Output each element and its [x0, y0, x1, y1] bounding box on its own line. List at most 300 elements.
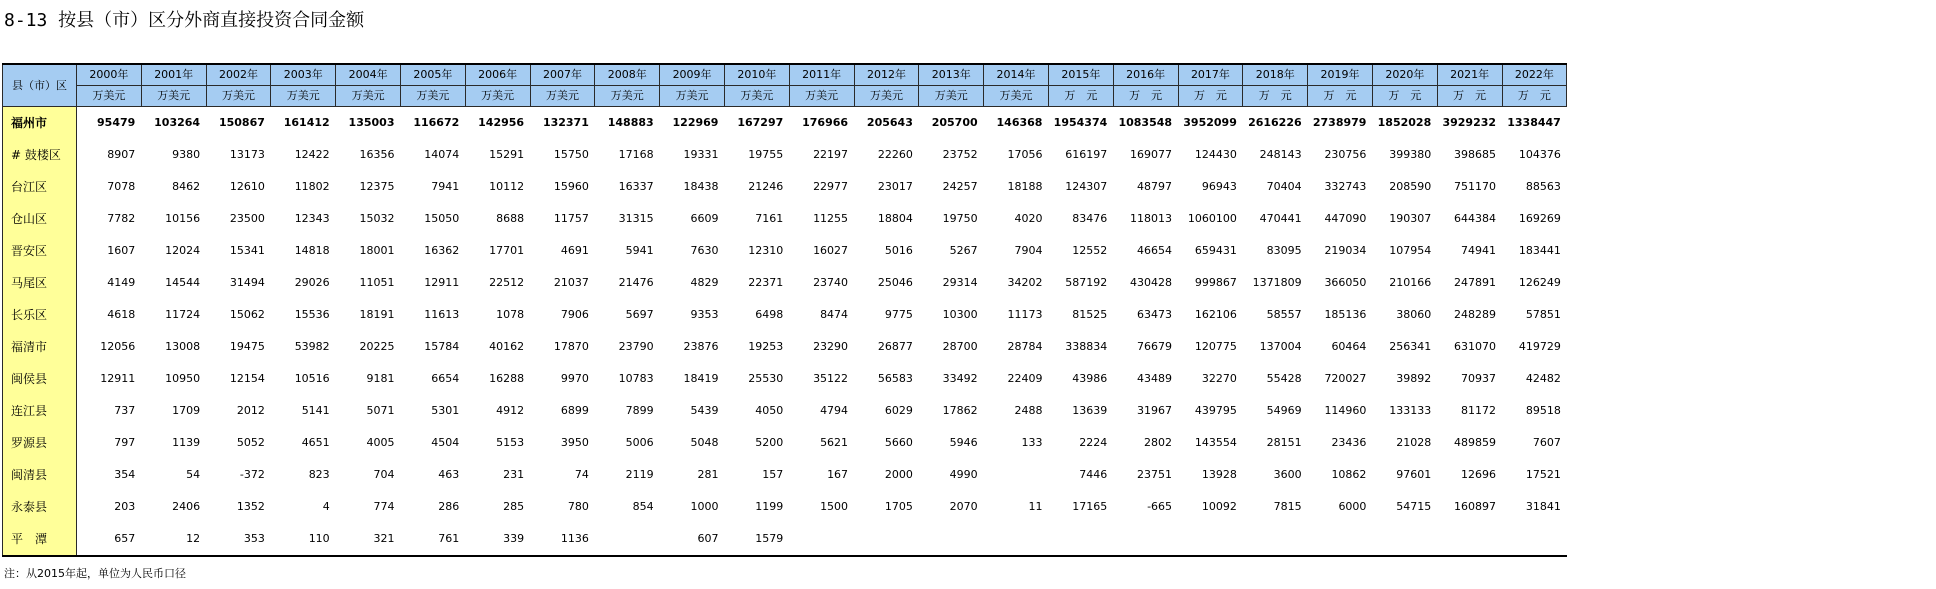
- value-cell: 97601: [1396, 468, 1432, 481]
- value-cell: 4912: [496, 404, 525, 417]
- value-cell: 74941: [1461, 244, 1497, 257]
- value-cell: 70404: [1266, 180, 1302, 193]
- value-cell: 12911: [100, 372, 136, 385]
- value-cell: 248289: [1454, 308, 1497, 321]
- value-cell: 15341: [229, 244, 265, 257]
- value-cell: 631070: [1454, 340, 1497, 353]
- value-cell: [1502, 523, 1567, 556]
- value-cell: 70937: [1461, 372, 1497, 385]
- value-cell: 18438: [683, 180, 719, 193]
- value-cell: 54715: [1396, 500, 1432, 513]
- value-cell: 160897: [1454, 500, 1497, 513]
- value-cell: 8907: [107, 148, 136, 161]
- value-cell: 19755: [748, 148, 784, 161]
- unit-header: 万 元: [1308, 86, 1373, 107]
- value-cell: 22260: [877, 148, 913, 161]
- unit-header: 万美元: [336, 86, 401, 107]
- value-cell: 354: [114, 468, 136, 481]
- value-cell: 120775: [1194, 340, 1237, 353]
- value-cell: 5621: [820, 436, 849, 449]
- value-cell: [919, 523, 984, 556]
- value-cell: 1579: [724, 523, 789, 556]
- value-cell: 1000: [690, 500, 719, 513]
- unit-header: 万美元: [77, 86, 142, 107]
- value-cell: 23017: [877, 180, 913, 193]
- unit-header: 万美元: [660, 86, 725, 107]
- value-cell: 25046: [877, 276, 913, 289]
- table-row: [3, 427, 1567, 459]
- value-cell: 126249: [1518, 276, 1561, 289]
- value-cell: 11802: [294, 180, 330, 193]
- value-cell: 42482: [1525, 372, 1561, 385]
- value-cell: 419729: [1518, 340, 1561, 353]
- value-cell: 5071: [366, 404, 395, 417]
- value-cell: 616197: [1065, 148, 1108, 161]
- year-header: 2010年: [724, 64, 789, 86]
- value-cell: 157: [762, 468, 784, 481]
- unit-header: 万美元: [206, 86, 271, 107]
- value-cell: [1372, 523, 1437, 556]
- value-cell: 5016: [884, 244, 913, 257]
- value-cell: 6498: [755, 308, 784, 321]
- value-cell: 1060100: [1187, 212, 1237, 225]
- value-cell: 133: [1021, 436, 1043, 449]
- unit-header: 万 元: [1243, 86, 1308, 107]
- value-cell: 10156: [165, 212, 201, 225]
- value-cell: 169269: [1518, 212, 1561, 225]
- table-row: [3, 299, 1567, 331]
- value-cell: 74: [574, 468, 589, 481]
- value-cell: 1078: [496, 308, 525, 321]
- unit-header: 万美元: [854, 86, 919, 107]
- value-cell: 22371: [748, 276, 784, 289]
- value-cell: 150867: [218, 116, 265, 129]
- value-cell: 439795: [1194, 404, 1237, 417]
- value-cell: 32270: [1201, 372, 1237, 385]
- value-cell: 1136: [530, 523, 595, 556]
- value-cell: 13639: [1072, 404, 1108, 417]
- value-cell: 15050: [424, 212, 460, 225]
- value-cell: 644384: [1454, 212, 1497, 225]
- value-cell: 11757: [553, 212, 589, 225]
- value-cell: 96943: [1201, 180, 1237, 193]
- value-cell: 17701: [489, 244, 525, 257]
- value-cell: 6029: [884, 404, 913, 417]
- value-cell: 7815: [1273, 500, 1302, 513]
- value-cell: 447090: [1324, 212, 1367, 225]
- value-cell: 6899: [560, 404, 589, 417]
- value-cell: 110: [271, 523, 336, 556]
- value-cell: 81525: [1072, 308, 1108, 321]
- value-cell: 89518: [1525, 404, 1561, 417]
- table-row: [3, 459, 1567, 491]
- value-cell: 19331: [683, 148, 719, 161]
- value-cell: 53982: [294, 340, 330, 353]
- value-cell: 17056: [1007, 148, 1043, 161]
- value-cell: 58557: [1266, 308, 1302, 321]
- value-cell: 1500: [820, 500, 849, 513]
- value-cell: 332743: [1324, 180, 1367, 193]
- value-cell: 81172: [1461, 404, 1497, 417]
- unit-header: 万美元: [724, 86, 789, 107]
- value-cell: 118013: [1130, 212, 1173, 225]
- value-cell: 137004: [1259, 340, 1302, 353]
- table-body: [3, 107, 1567, 557]
- value-cell: 25530: [748, 372, 784, 385]
- value-cell: 18804: [877, 212, 913, 225]
- region-name: 福清市: [3, 331, 77, 363]
- value-cell: 13928: [1201, 468, 1237, 481]
- year-header: 2014年: [984, 64, 1049, 86]
- value-cell: 399380: [1389, 148, 1432, 161]
- value-cell: [1437, 523, 1502, 556]
- value-cell: 5006: [625, 436, 654, 449]
- value-cell: 10516: [294, 372, 330, 385]
- value-cell: 1852028: [1377, 116, 1432, 129]
- value-cell: 5697: [625, 308, 654, 321]
- value-cell: 10092: [1201, 500, 1237, 513]
- region-name: 连江县: [3, 395, 77, 427]
- value-cell: 230756: [1324, 148, 1367, 161]
- value-cell: 43986: [1072, 372, 1108, 385]
- value-cell: [1048, 523, 1113, 556]
- unit-header: 万美元: [919, 86, 984, 107]
- value-cell: 135003: [348, 116, 395, 129]
- header-row-years: [3, 64, 1567, 86]
- value-cell: 7630: [690, 244, 719, 257]
- value-cell: 2000: [884, 468, 913, 481]
- value-cell: 1139: [172, 436, 201, 449]
- value-cell: 430428: [1130, 276, 1173, 289]
- value-cell: 9380: [172, 148, 201, 161]
- value-cell: 39892: [1396, 372, 1432, 385]
- year-header: 2017年: [1178, 64, 1243, 86]
- value-cell: 7941: [431, 180, 460, 193]
- value-cell: 774: [373, 500, 395, 513]
- value-cell: 4691: [560, 244, 589, 257]
- value-cell: 2616226: [1248, 116, 1302, 129]
- year-header: 2020年: [1372, 64, 1437, 86]
- value-cell: 704: [373, 468, 395, 481]
- value-cell: 19253: [748, 340, 784, 353]
- value-cell: 3952099: [1183, 116, 1237, 129]
- value-cell: 167: [827, 468, 849, 481]
- value-cell: 1371809: [1252, 276, 1302, 289]
- region-name: # 鼓楼区: [3, 139, 77, 171]
- value-cell: 122969: [672, 116, 719, 129]
- value-cell: 16288: [489, 372, 525, 385]
- region-name: 平 潭: [3, 523, 77, 556]
- value-cell: 107954: [1389, 244, 1432, 257]
- value-cell: 20225: [359, 340, 395, 353]
- value-cell: 14544: [165, 276, 201, 289]
- value-cell: 11051: [359, 276, 395, 289]
- value-cell: 11173: [1007, 308, 1043, 321]
- value-cell: 9353: [690, 308, 719, 321]
- value-cell: 12154: [229, 372, 265, 385]
- value-cell: 9775: [884, 308, 913, 321]
- value-cell: 5200: [755, 436, 784, 449]
- value-cell: 12696: [1461, 468, 1497, 481]
- value-cell: 7782: [107, 212, 136, 225]
- value-cell: 15032: [359, 212, 395, 225]
- value-cell: 4005: [366, 436, 395, 449]
- region-name: 仓山区: [3, 203, 77, 235]
- value-cell: 169077: [1130, 148, 1173, 161]
- value-cell: 5052: [236, 436, 265, 449]
- value-cell: 780: [567, 500, 589, 513]
- value-cell: 21246: [748, 180, 784, 193]
- year-header: 2004年: [336, 64, 401, 86]
- value-cell: [1308, 523, 1373, 556]
- value-cell: 321: [336, 523, 401, 556]
- value-cell: 161412: [283, 116, 330, 129]
- value-cell: 12610: [229, 180, 265, 193]
- region-name: 永泰县: [3, 491, 77, 523]
- unit-header: 万美元: [984, 86, 1049, 107]
- value-cell: 7899: [625, 404, 654, 417]
- table-row: [3, 395, 1567, 427]
- value-cell: 14818: [294, 244, 330, 257]
- value-cell: 205643: [866, 116, 913, 129]
- value-cell: 470441: [1259, 212, 1302, 225]
- value-cell: 13008: [165, 340, 201, 353]
- value-cell: 2738979: [1312, 116, 1367, 129]
- value-cell: 4651: [301, 436, 330, 449]
- value-cell: 256341: [1389, 340, 1432, 353]
- value-cell: 4618: [107, 308, 136, 321]
- value-cell: 22512: [489, 276, 525, 289]
- unit-header: 万 元: [1178, 86, 1243, 107]
- value-cell: 28784: [1007, 340, 1043, 353]
- value-cell: 720027: [1324, 372, 1367, 385]
- value-cell: 11613: [424, 308, 460, 321]
- value-cell: -665: [1147, 500, 1173, 513]
- value-cell: 8688: [496, 212, 525, 225]
- value-cell: 9181: [366, 372, 395, 385]
- value-cell: 60464: [1331, 340, 1367, 353]
- value-cell: 398685: [1454, 148, 1497, 161]
- year-header: 2022年: [1502, 64, 1567, 86]
- region-name: 福州市: [3, 107, 77, 140]
- value-cell: 4794: [820, 404, 849, 417]
- value-cell: 18188: [1007, 180, 1043, 193]
- value-cell: 3600: [1273, 468, 1302, 481]
- value-cell: 7904: [1014, 244, 1043, 257]
- region-column-header: 县（市）区: [3, 64, 77, 107]
- value-cell: 737: [114, 404, 136, 417]
- value-cell: 2488: [1014, 404, 1043, 417]
- table-row: [3, 491, 1567, 523]
- region-name: 长乐区: [3, 299, 77, 331]
- value-cell: 17168: [618, 148, 654, 161]
- value-cell: 12024: [165, 244, 201, 257]
- value-cell: 16027: [813, 244, 849, 257]
- value-cell: 366050: [1324, 276, 1367, 289]
- value-cell: 21028: [1396, 436, 1432, 449]
- value-cell: 7161: [755, 212, 784, 225]
- value-cell: 6609: [690, 212, 719, 225]
- investment-table: [2, 63, 1567, 557]
- value-cell: 18001: [359, 244, 395, 257]
- value-cell: 183441: [1518, 244, 1561, 257]
- value-cell: 2070: [949, 500, 978, 513]
- year-header: 2021年: [1437, 64, 1502, 86]
- unit-header: 万美元: [530, 86, 595, 107]
- value-cell: [984, 523, 1049, 556]
- value-cell: 83095: [1266, 244, 1302, 257]
- value-cell: 29314: [942, 276, 978, 289]
- value-cell: 2224: [1079, 436, 1108, 449]
- value-cell: 1954374: [1053, 116, 1108, 129]
- value-cell: 26877: [877, 340, 913, 353]
- value-cell: 657: [77, 523, 142, 556]
- value-cell: 2406: [172, 500, 201, 513]
- value-cell: 463: [438, 468, 460, 481]
- value-cell: 12: [141, 523, 206, 556]
- value-cell: 8462: [172, 180, 201, 193]
- value-cell: 43489: [1137, 372, 1173, 385]
- value-cell: 247891: [1454, 276, 1497, 289]
- value-cell: 2802: [1144, 436, 1173, 449]
- value-cell: 31315: [618, 212, 654, 225]
- value-cell: 12310: [748, 244, 784, 257]
- value-cell: 18419: [683, 372, 719, 385]
- value-cell: 587192: [1065, 276, 1108, 289]
- value-cell: 11724: [165, 308, 201, 321]
- unit-header: 万美元: [595, 86, 660, 107]
- year-header: 2002年: [206, 64, 271, 86]
- value-cell: 607: [660, 523, 725, 556]
- region-name: 马尾区: [3, 267, 77, 299]
- value-cell: 143554: [1194, 436, 1237, 449]
- value-cell: 9970: [560, 372, 589, 385]
- value-cell: 23751: [1137, 468, 1173, 481]
- value-cell: 11: [1028, 500, 1043, 513]
- value-cell: 1199: [755, 500, 784, 513]
- value-cell: 24257: [942, 180, 978, 193]
- value-cell: 5153: [496, 436, 525, 449]
- value-cell: 21476: [618, 276, 654, 289]
- value-cell: 48797: [1137, 180, 1173, 193]
- value-cell: 12056: [100, 340, 136, 353]
- value-cell: 1709: [172, 404, 201, 417]
- table-row: [3, 363, 1567, 395]
- year-header: 2009年: [660, 64, 725, 86]
- value-cell: 176966: [802, 116, 849, 129]
- value-cell: 1352: [236, 500, 265, 513]
- value-cell: 4829: [690, 276, 719, 289]
- value-cell: 167297: [737, 116, 784, 129]
- value-cell: 54969: [1266, 404, 1302, 417]
- value-cell: 46654: [1137, 244, 1173, 257]
- value-cell: 12375: [359, 180, 395, 193]
- value-cell: 5439: [690, 404, 719, 417]
- year-header: 2019年: [1308, 64, 1373, 86]
- value-cell: 16337: [618, 180, 654, 193]
- value-cell: 15291: [489, 148, 525, 161]
- value-cell: 22977: [813, 180, 849, 193]
- value-cell: 4020: [1014, 212, 1043, 225]
- value-cell: 2119: [625, 468, 654, 481]
- value-cell: 339: [465, 523, 530, 556]
- footnote: 注：从2015年起，单位为人民币口径: [4, 567, 186, 580]
- table-row: [3, 203, 1567, 235]
- value-cell: 12911: [424, 276, 460, 289]
- region-name: 台江区: [3, 171, 77, 203]
- value-cell: 231: [503, 468, 525, 481]
- value-cell: 751170: [1454, 180, 1497, 193]
- table-row: [3, 107, 1567, 140]
- value-cell: 285: [503, 500, 525, 513]
- value-cell: 3929232: [1442, 116, 1497, 129]
- value-cell: 15784: [424, 340, 460, 353]
- value-cell: 190307: [1389, 212, 1432, 225]
- value-cell: 63473: [1137, 308, 1173, 321]
- value-cell: 4: [322, 500, 330, 513]
- value-cell: 33492: [942, 372, 978, 385]
- value-cell: 142956: [478, 116, 525, 129]
- value-cell: 797: [114, 436, 136, 449]
- year-header: 2011年: [789, 64, 854, 86]
- value-cell: 31967: [1137, 404, 1173, 417]
- region-name: 罗源县: [3, 427, 77, 459]
- value-cell: 6654: [431, 372, 460, 385]
- value-cell: [1113, 523, 1178, 556]
- value-cell: 5941: [625, 244, 654, 257]
- value-cell: -372: [239, 468, 265, 481]
- unit-header: 万 元: [1372, 86, 1437, 107]
- value-cell: 40162: [489, 340, 525, 353]
- value-cell: 338834: [1065, 340, 1108, 353]
- table-row: [3, 523, 1567, 556]
- value-cell: 23436: [1331, 436, 1367, 449]
- value-cell: 489859: [1454, 436, 1497, 449]
- value-cell: 88563: [1525, 180, 1561, 193]
- unit-header: 万 元: [1437, 86, 1502, 107]
- value-cell: 95479: [97, 116, 136, 129]
- value-cell: 116672: [413, 116, 460, 129]
- value-cell: 124430: [1194, 148, 1237, 161]
- value-cell: 12343: [294, 212, 330, 225]
- value-cell: 205700: [931, 116, 978, 129]
- year-header: 2015年: [1048, 64, 1113, 86]
- value-cell: 28151: [1266, 436, 1302, 449]
- value-cell: [1178, 523, 1243, 556]
- value-cell: 10300: [942, 308, 978, 321]
- value-cell: 23790: [618, 340, 654, 353]
- unit-header: 万美元: [465, 86, 530, 107]
- value-cell: 4149: [107, 276, 136, 289]
- value-cell: 3950: [560, 436, 589, 449]
- year-header: 2018年: [1243, 64, 1308, 86]
- value-cell: 659431: [1194, 244, 1237, 257]
- value-cell: 5946: [949, 436, 978, 449]
- value-cell: 34202: [1007, 276, 1043, 289]
- value-cell: 21037: [553, 276, 589, 289]
- value-cell: 1338447: [1507, 116, 1561, 129]
- value-cell: 17521: [1525, 468, 1561, 481]
- value-cell: 17862: [942, 404, 978, 417]
- value-cell: 132371: [542, 116, 589, 129]
- unit-header: 万美元: [141, 86, 206, 107]
- table-row: [3, 235, 1567, 267]
- value-cell: 35122: [813, 372, 849, 385]
- value-cell: 10783: [618, 372, 654, 385]
- value-cell: 28700: [942, 340, 978, 353]
- value-cell: 23876: [683, 340, 719, 353]
- value-cell: 6000: [1338, 500, 1367, 513]
